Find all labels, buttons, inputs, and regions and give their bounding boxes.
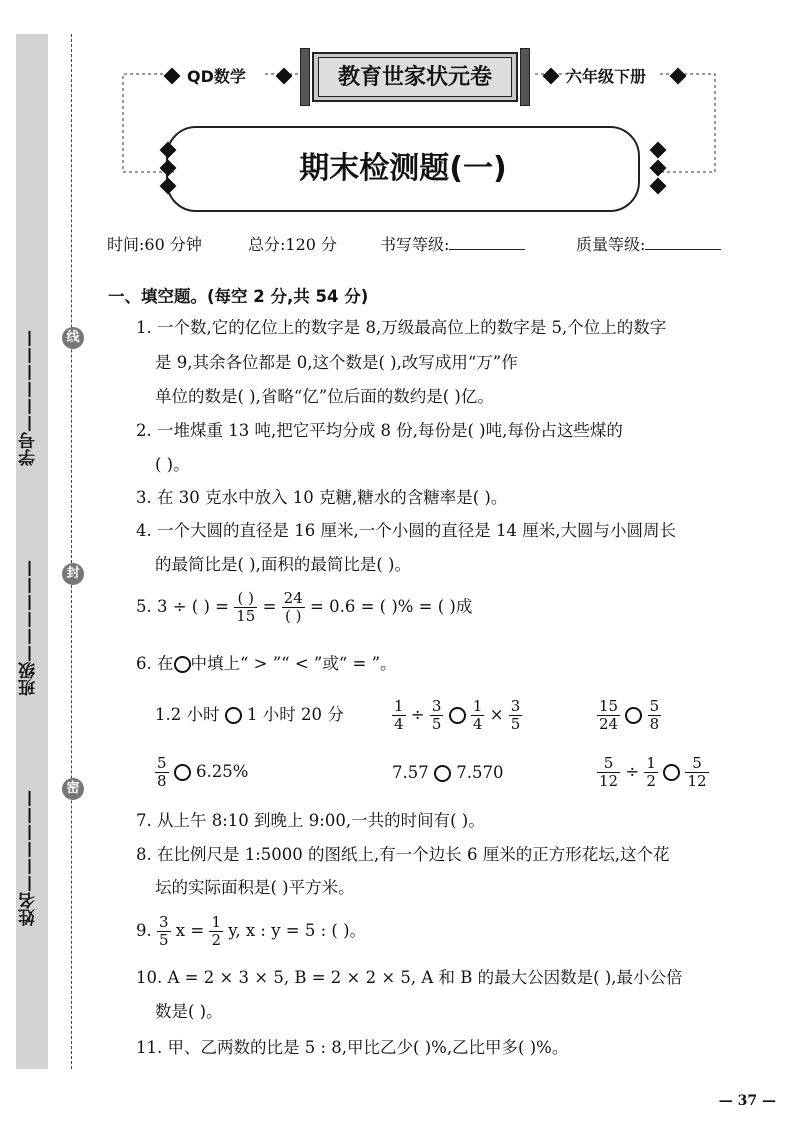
section-heading: 一、填空题。(每空 2 分,共 54 分)	[108, 287, 369, 306]
q6-item-2: $\frac{1}{4}$ ÷ $\frac{3}{5}$ $\frac{1}{4}$ × $\frac{3}{5}$	[394, 697, 521, 733]
compare-circle[interactable]	[663, 764, 680, 781]
q9: 9. $\frac{3}{5}$ x = $\frac{1}{2}$ y, x : y = 5 : ( )。	[136, 913, 367, 949]
writing-grade: 书写等级:	[380, 232, 525, 255]
q4-line2: 的最简比是( ),面积的最简比是( )。	[155, 555, 411, 574]
q2-line2: ( )。	[155, 455, 190, 474]
seal-mark-3: 密	[62, 778, 84, 800]
q6-item-1: 1.2 小时 1 小时 20 分	[155, 705, 344, 724]
q6-intro: 6. 在 中填上“ > ”“ < ”或“ = ”。	[136, 654, 397, 673]
writing-grade-blank[interactable]	[449, 249, 525, 250]
exam-total: 总分:120 分	[248, 235, 338, 254]
q1-line3: 单位的数是( ),省略“亿”位后面的数约是( )亿。	[155, 387, 494, 406]
compare-circle[interactable]	[449, 707, 466, 724]
student-id-label: 学号——————	[19, 330, 39, 466]
compare-circle	[174, 656, 191, 673]
quality-grade-blank[interactable]	[645, 249, 721, 250]
q5: 5. 3 ÷ ( ) = $\frac{( )}{15}$ = $\frac{24}{( )}$ = 0.6 = ( )% = ( )成	[136, 589, 473, 625]
q8-line1: 8. 在比例尺是 1:5000 的图纸上,有一个边长 6 厘米的正方形花坛,这个花	[136, 845, 670, 864]
q6-item-4: $\frac{5}{8}$ 6.25%	[157, 754, 249, 790]
seal-mark-1: 线	[62, 327, 84, 349]
class-label: 班级——————	[19, 560, 39, 696]
exam-time: 时间:60 分钟	[107, 235, 202, 254]
series-tag: QD数学	[187, 67, 246, 86]
q7: 7. 从上午 8:10 到晚上 9:00,一共的时间有( )。	[136, 811, 485, 830]
q6-item-3: $\frac{15}{24}$ $\frac{5}{8}$	[599, 697, 660, 733]
compare-circle[interactable]	[625, 707, 642, 724]
q10-line1: 10. A = 2 × 3 × 5, B = 2 × 2 × 5, A 和 B 的最大公因数是( ),最小公倍	[136, 968, 683, 987]
q4-line1: 4. 一个大圆的直径是 16 厘米,一个小圆的直径是 14 厘米,大圆与小圆周长	[136, 521, 676, 540]
page-title: 期末检测题(一)	[166, 126, 640, 212]
compare-circle[interactable]	[434, 765, 451, 782]
q8-line2: 坛的实际面积是( )平方米。	[155, 878, 355, 897]
q5-fraction-1: $\frac{( )}{15}$	[236, 589, 256, 625]
brand-scroll	[300, 48, 530, 106]
q6-item-6: $\frac{5}{12}$ ÷ $\frac{1}{2}$ $\frac{5}{12}$	[599, 754, 707, 790]
q1-line1: 1. 一个数,它的亿位上的数字是 8,万级最高位上的数字是 5,个位上的数字	[136, 318, 667, 337]
compare-circle[interactable]	[174, 764, 191, 781]
quality-grade: 质量等级:	[576, 232, 721, 255]
q6-item-5: 7.57 7.570	[392, 763, 504, 782]
q2-line1: 2. 一堆煤重 13 吨,把它平均分成 8 份,每份是( )吨,每份占这些煤的	[136, 421, 623, 440]
cut-line	[71, 34, 72, 1069]
grade-tag: 六年级下册	[566, 67, 647, 86]
student-name-label: 姓名——————	[19, 790, 39, 926]
page-number: — 37 —	[718, 1093, 776, 1109]
brand-title: 教育世家状元卷	[318, 57, 512, 97]
compare-circle[interactable]	[225, 707, 242, 724]
q3: 3. 在 30 克水中放入 10 克糖,糖水的含糖率是( )。	[136, 488, 508, 507]
seal-mark-2: 封	[62, 563, 84, 585]
diamond-icon	[650, 178, 667, 195]
q1-line2: 是 9,其余各位都是 0,这个数是( ),改写成用“万”作	[155, 353, 518, 372]
q10-line2: 数是( )。	[155, 1002, 223, 1021]
q11: 11. 甲、乙两数的比是 5 : 8,甲比乙少( )%,乙比甲多( )%。	[136, 1038, 569, 1057]
q5-fraction-2: $\frac{24}{( )}$	[283, 589, 303, 625]
